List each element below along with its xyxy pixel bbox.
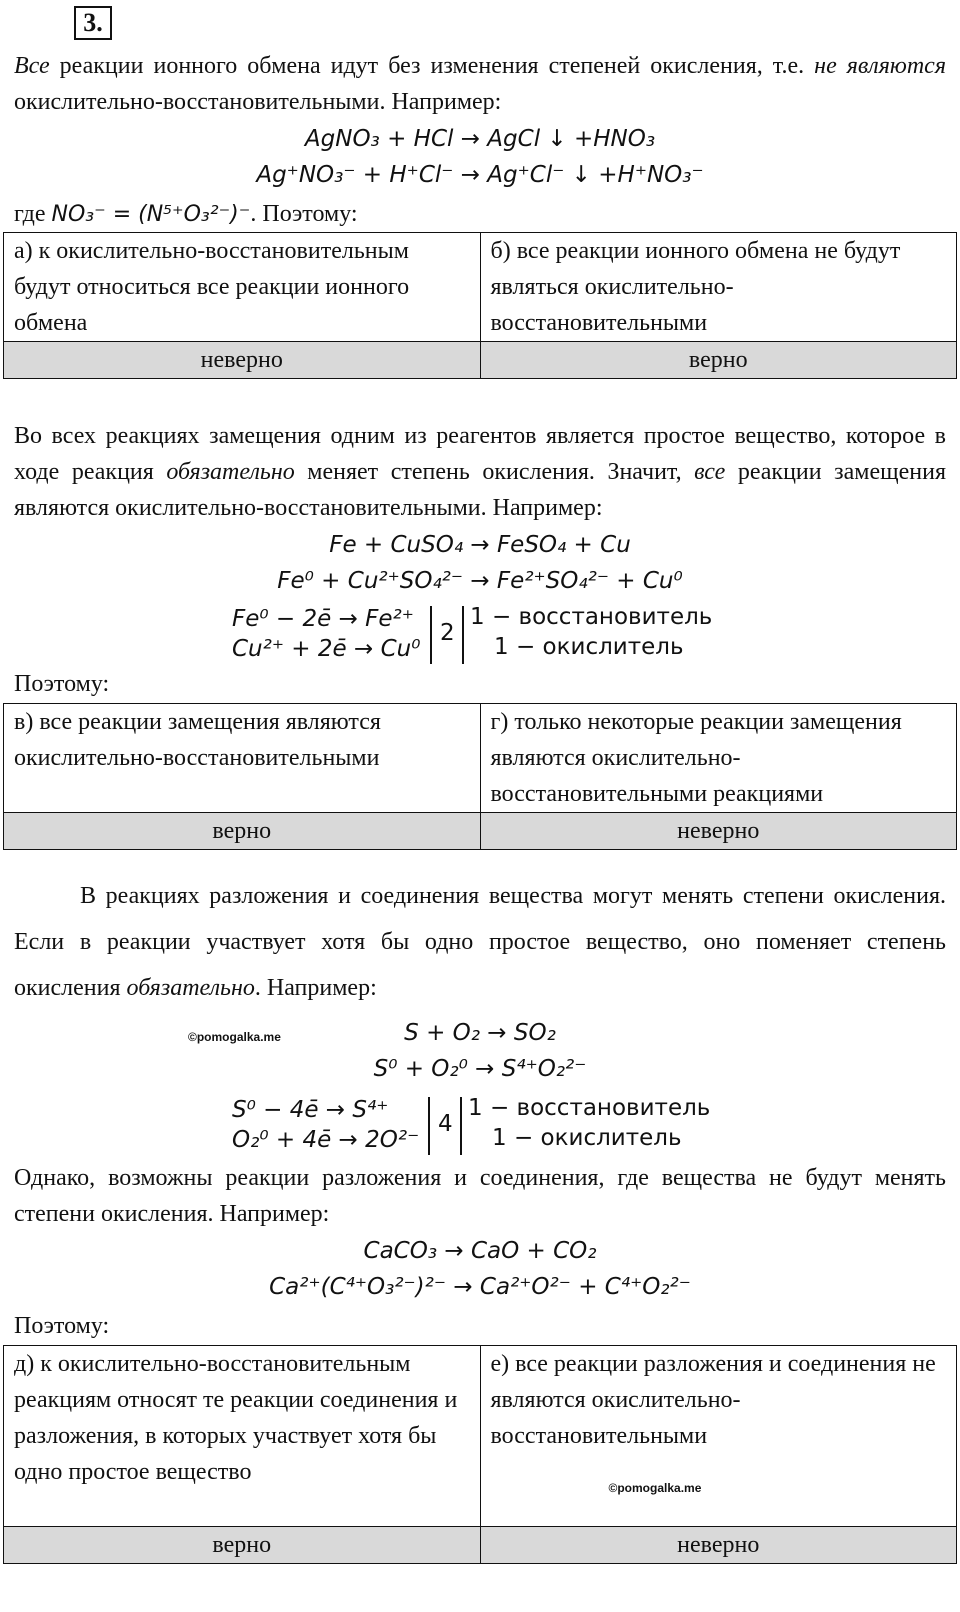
option-e-result: неверно (480, 1527, 957, 1564)
balance-multiplier: 2 (440, 620, 455, 646)
electron-balance-fe (232, 604, 732, 668)
therefore-2: Поэтому: (14, 671, 110, 697)
intro-text-end: . Например: (254, 975, 377, 1001)
section2-intro (14, 418, 946, 526)
section1-intro (14, 48, 946, 120)
intro-emphasis: все (694, 459, 726, 485)
equation-agno3-ionic (0, 160, 960, 190)
balance-bar-right (460, 1097, 462, 1155)
equation-text: Fe + CuSO₄ → FeSO₄ + Cu (329, 532, 631, 558)
watermark: ©pomogalka.me (608, 1481, 702, 1495)
intro-emphasis-all: Все (14, 53, 50, 79)
equation-text: Ag⁺NO₃⁻ + H⁺Cl⁻ → Ag⁺Cl⁻ ↓ +H⁺NO₃⁻ (256, 162, 704, 188)
task-number: 3. (74, 6, 112, 40)
watermark: ©pomogalka.me (188, 1030, 281, 1044)
answer-table-2 (3, 703, 957, 850)
role-oxidizer: 1 − окислитель (492, 1125, 682, 1151)
intro-text: Во всех реакциях замещения одним из реагентов является простое вещество, которое в ходе реакция (14, 423, 946, 485)
equation-caco3-ionic (0, 1272, 960, 1302)
equation-text: S⁰ + O₂⁰ → S⁴⁺O₂²⁻ (373, 1056, 587, 1082)
intro-emphasis-not: не являются (814, 53, 946, 79)
equation-agno3-molecular (0, 124, 960, 154)
intro-text: реакции ионного обмена идут без изменения степеней окисления, т.е. (49, 53, 815, 79)
intro-text-end: окислительно-восстановительными. Например: (14, 89, 502, 115)
section3-however: Однако, возможны реакции разложения и соединения, где вещества не будут менять степени окисления. Например: (14, 1165, 946, 1227)
equation-s-molecular (0, 1018, 960, 1048)
where-suffix: . Поэтому: (250, 201, 358, 227)
equation-text: CaCO₃ → CaO + CO₂ (363, 1238, 597, 1264)
option-e (480, 1346, 957, 1527)
therefore-3: Поэтому: (14, 1313, 110, 1339)
equation-text: Fe⁰ + Cu²⁺SO₄²⁻ → Fe²⁺SO₄²⁻ + Cu⁰ (277, 568, 683, 594)
option-v-result: верно (4, 813, 481, 850)
where-expression: NO₃⁻ = (N⁵⁺O₃²⁻)⁻ (51, 202, 251, 227)
equation-fe-molecular (0, 530, 960, 560)
balance-multiplier: 4 (438, 1111, 453, 1137)
intro-text-end: реакции замещения являются окислительно-восстановительными. Например: (14, 459, 946, 521)
option-g-result: неверно (480, 813, 957, 850)
intro-text: В реакциях разложения и соединения вещества могут менять степени окисления. Если в реакции участвует хотя бы одно простое вещество, оно поменяет степень окисления (14, 883, 946, 1001)
equation-text: S + O₂ → SO₂ (404, 1020, 556, 1046)
role-reducer: 1 − восстановитель (468, 1095, 711, 1121)
option-g: г) только некоторые реакции замещения являются окислительно-восстановительными реакциями (480, 704, 957, 813)
equation-fe-ionic (0, 566, 960, 596)
role-oxidizer: 1 − окислитель (494, 634, 684, 660)
option-b: б) все реакции ионного обмена не будут являться окислительно-восстановительными (480, 233, 957, 342)
option-e-text: е) все реакции разложения и соединения не являются окислительно-восстановительными (490, 1351, 936, 1449)
equation-text: Ca²⁺(C⁴⁺O₃²⁻)²⁻ → Ca²⁺O²⁻ + C⁴⁺O₂²⁻ (269, 1274, 691, 1300)
balance-bar-left (430, 606, 432, 664)
where-line (14, 196, 358, 233)
half-reaction-oxidation: Fe⁰ − 2ē → Fe²⁺ (232, 606, 414, 632)
balance-bar-left (428, 1097, 430, 1155)
intro-emphasis: обязательно (126, 975, 255, 1001)
answer-table-1 (3, 232, 957, 379)
half-reaction-reduction: Cu²⁺ + 2ē → Cu⁰ (232, 636, 421, 662)
balance-bar-right (462, 606, 464, 664)
option-a: а) к окислительно-восстановительным будут относиться все реакции ионного обмена (4, 233, 481, 342)
section3-intro (14, 873, 946, 1011)
equation-s-ionic (0, 1054, 960, 1084)
half-reaction-oxidation: S⁰ − 4ē → S⁴⁺ (232, 1097, 389, 1123)
option-d-result: верно (4, 1527, 481, 1564)
option-a-result: неверно (4, 342, 481, 379)
intro-text: меняет степень окисления. Значит, (294, 459, 695, 485)
role-reducer: 1 − восстановитель (470, 604, 713, 630)
equation-caco3-molecular (0, 1236, 960, 1266)
where-prefix: где (14, 201, 46, 227)
option-d: д) к окислительно-восстановительным реакциям относят те реакции соединения и разложения, в которых участвует хотя бы одно простое вещество (4, 1346, 481, 1527)
equation-text: AgNO₃ + HCl → AgCl ↓ +HNO₃ (304, 126, 656, 152)
option-v: в) все реакции замещения являются окислительно-восстановительными (4, 704, 481, 813)
half-reaction-reduction: O₂⁰ + 4ē → 2O²⁻ (232, 1127, 420, 1153)
electron-balance-s (232, 1095, 732, 1159)
answer-table-3 (3, 1345, 957, 1564)
option-b-result: верно (480, 342, 957, 379)
intro-emphasis: обязательно (166, 459, 295, 485)
